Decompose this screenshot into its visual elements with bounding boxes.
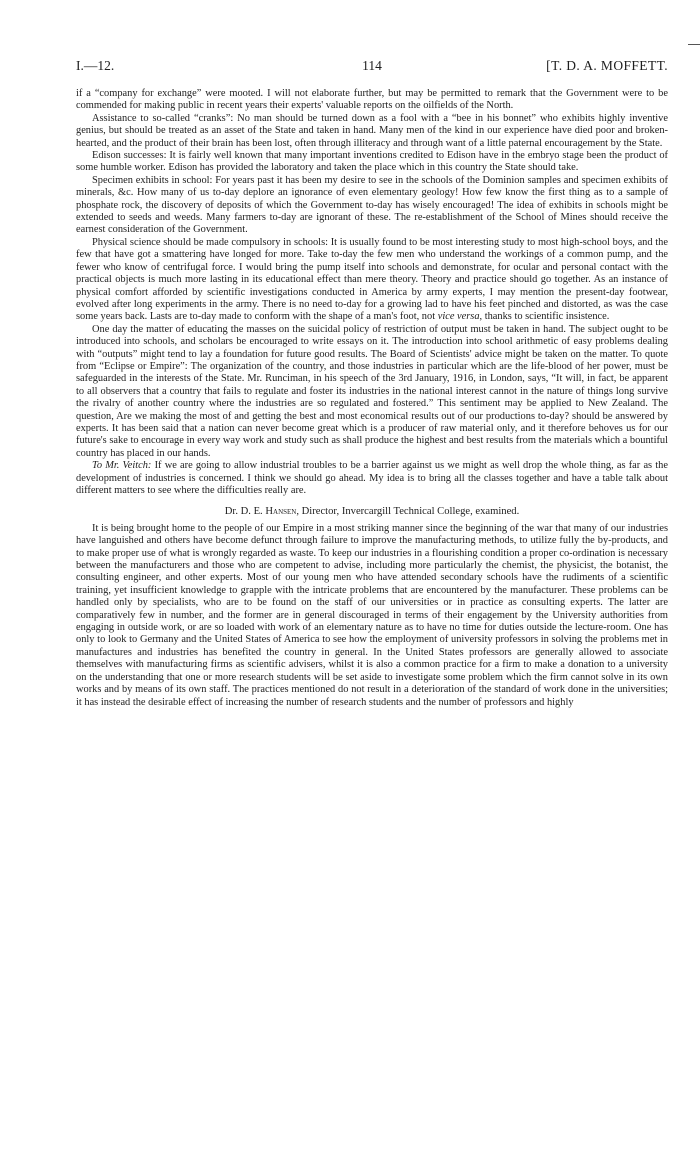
paragraph-text: Physical science should be made compulsory in schools: It is usually found to be most interesting study to most high-school boys, and the few that have got a smattering have longed for more. Take to-day the few men who understand the workings of a common pump, and the fewer who know of centrifugal force. I would bring the pump itself into schools and demonstrate, for ocular and personal contact with the practical objects is much more lasting in its educational effect than mere theory. Theory and practice should go together. As an instance of physical comfort afforded by scientific investigations conducted in America by army experts, I may mention the present-day footwear, evolved after long experiments in the army. There is no need to-day for a growing lad to have his feet pinched and distorted, as was the case some years back. Lasts are to-day made to conform with the shape of a man's foot, not (76, 236, 668, 323)
paragraph: Edison successes: It is fairly well known that many important inventions credited to Edison have in the embryo stage been the product of some humble worker. Edison has provided the laboratory and taken the place which in this country the State should take. (76, 150, 668, 174)
page-number: 114 (362, 58, 382, 73)
paragraph-text: , thanks to scientific insistence. (479, 311, 610, 323)
witness-name: [T. D. A. MOFFETT. (546, 58, 668, 73)
heading-suffix: , Director, Invercargill Technical College, examined. (296, 506, 520, 518)
edge-mark (688, 44, 700, 45)
addressee: To Mr. Veitch: (92, 460, 152, 472)
page-header (76, 58, 668, 78)
page-body (76, 88, 668, 709)
paragraph-text: If we are going to allow industrial troubles to be a barrier against us we might as well drop the whole thing, as far as the development of industries is concerned. I think we should go ahead. My idea is to bring all the classes together and have a table talk about different matters to see where the difficulties really are. (76, 460, 668, 496)
italic-phrase: vice versa (437, 311, 480, 323)
paragraph: Specimen exhibits in school: For years past it has been my desire to see in the schools of the Dominion samples and specimen exhibits of minerals, &c. How many of us to-day deplore an ignorance of even elementary geology! How few know the first thing as to a sample of phosphate rock, the discovery of deposits of which the Government to-day has wisely encouraged! The idea of exhibits in schools might be extended to seeds and weeds. Many farmers to-day are ignorant of these. The re-establishment of the School of Mines should receive the earnest consideration of the Government. (76, 174, 668, 236)
heading-name: Hansen (265, 506, 297, 518)
report-reference: I.—12. (76, 58, 115, 73)
paragraph: It is being brought home to the people of our Empire in a most striking manner since the beginning of the war that many of our industries have languished and others have become defunct through failure to improve the manufacturing methods, to utilize fully the by-products, and to make proper use of what is wrongly regarded as waste. To keep our industries in a flourishing condition a proper co-ordination is necessary between the manufacturers and those who are competent to advise, including more particularly the chemist, the physicist, the botanist, the consulting engineer, and other experts. Most of our young men who have attended secondary schools have the rudiments of a scientific training, yet insufficient knowledge to grapple with the intricate problems that are encountered by the manufacturer. These problems can be handled only by specialists, who are to be found on the staff of our universities or in practice as consulting experts. The latter are comparatively few in number, and the former are in general discouraged in terms of their engagement by the University authorities from engaging in outside work, or are so loaded with work of an elementary nature as to have no time for duties outside the lecture-room. One has only to look to Germany and the United States of America to see how the employment of university professors in solving the problems met in manufactures and industries has benefited the country in general. In the United States professors are generally allowed to associate themselves with manufacturing firms as scientific advisers, whilst it is also a common practice for a firm to make a donation to a university on the understanding that one or more research students will be set aside to investigate some problem which the firm cannot solve in its own works and by means of its own staff. The practices mentioned do not result in a deterioration of the standard of work done in the universities; it has instead the desirable effect of increasing the number of research students and the number of professors and highly (76, 522, 668, 708)
paragraph (76, 460, 668, 497)
paragraph (76, 237, 668, 324)
heading-prefix: Dr. D. E. (224, 506, 266, 518)
paragraph: One day the matter of educating the masses on the suicidal policy of restriction of output must be taken in hand. The subject ought to be introduced into schools, and scholars be encouraged to write essays on it. The introduction into school arithmetic of easy problems dealing with “outputs” might tend to lay a foundation for future good results. The Board of Scientists' advice might be taken on the matter. To quote from “Eclipse or Empire”: The organization of the country, and those industries in particular which are the life-blood of her power, must be safeguarded in the interests of the State. Mr. Runciman, in his speech of the 3rd January, 1916, in London, says, “It will, in fact, be apparent to all observers that a country that fails to regulate and foster its industries in the national interest cannot in the nature of things long survive the rivalry of another country where the industries are so regulated and fostered.” This sentiment may be applied to New Zealand. The question, Are we making the most of and getting the best and most economical results out of our productions to-day? should be answered by experts. It has been said that a nation can never become great which is a producer of raw material only, and it therefore behoves us for our future's sake to encourage in every way work and study such as shall produce the highest and best results from the materials which a bountiful country has placed in our hands. (76, 323, 668, 459)
paragraph: Assistance to so-called “cranks”: No man should be turned down as a fool with a “bee in his bonnet” who exhibits highly inventive genius, but should be treated as an asset of the State and taken in hand. Many men of the kind in our experience have died poor and broken-hearted, and the product of their brain has been lost, often through illiteracy and through want of a little paternal encouragement by the State. (76, 112, 668, 149)
paragraph: if a “company for exchange” were mooted. I will not elaborate further, but may be permitted to remark that the Government were to be commended for making public in recent years their experts' valuable reports on the oilfields of the North. (76, 88, 668, 112)
section-heading (76, 506, 668, 518)
